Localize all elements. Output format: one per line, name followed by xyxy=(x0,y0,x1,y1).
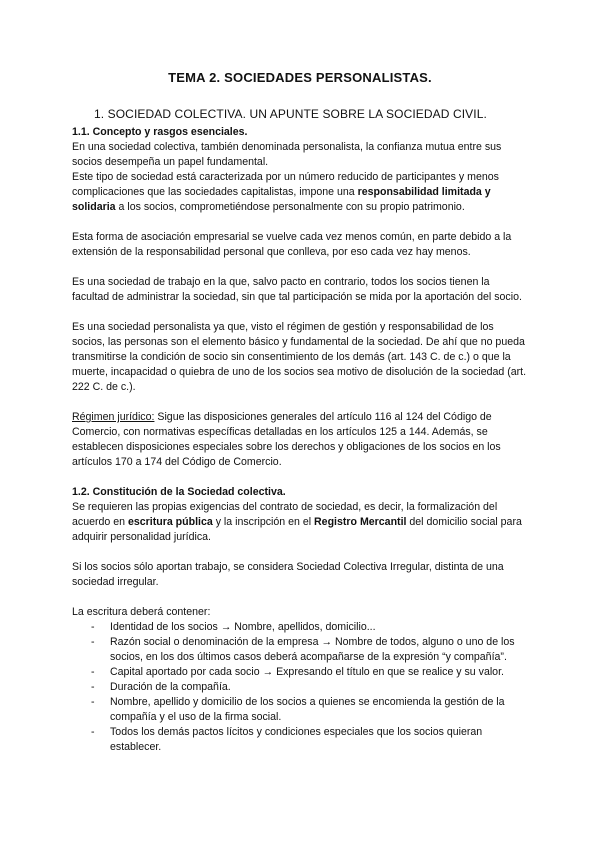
paragraph-2-text-a: Este tipo de sociedad está caracterizada por un número reducido de participantes y menos complicaciones que las sociedades capitalistas, impone una xyxy=(72,171,499,198)
list-item-text: Identidad de los socios → Nombre, apellidos, domicilio... xyxy=(110,621,376,633)
list-bullet: - xyxy=(91,696,95,708)
subsection-heading-1-2: 1.2. Constitución de la Sociedad colectiva. xyxy=(72,486,286,498)
paragraph-2-bold: responsabilidad limitada y solidaria xyxy=(72,186,491,213)
document-body xyxy=(72,125,528,755)
regimen-text: Sigue las disposiciones generales del artículo 116 al 124 del Código de Comercio, con normativas específicas detalladas en los artículos 125 a 144. Además, se establecen disposiciones especiales sobre los derechos y obligaciones de los socios en los artículos 170 a 174 del Código de Comercio. xyxy=(72,411,501,468)
list-item xyxy=(72,725,528,755)
paragraph-irregular: Si los socios sólo aportan trabajo, se considera Sociedad Colectiva Irregular, distinta de una sociedad irregular. xyxy=(72,561,504,588)
list-item xyxy=(72,695,528,725)
list-item-text: Todos los demás pactos lícitos y condiciones especiales que los socios quieran establecer. xyxy=(110,726,483,753)
list-intro: La escritura deberá contener: xyxy=(72,606,211,618)
constitucion-bold-1: escritura pública xyxy=(127,516,213,528)
list-bullet: - xyxy=(91,621,95,633)
list-item xyxy=(72,665,528,680)
document-title: TEMA 2. SOCIEDADES PERSONALISTAS. xyxy=(168,70,432,85)
list-item xyxy=(72,620,528,635)
list-item xyxy=(72,680,528,695)
list-item xyxy=(72,635,528,665)
list-item-text: Capital aportado por cada socio → Expresando el título en que se realice y su valor. xyxy=(110,666,504,678)
paragraph-4: Es una sociedad de trabajo en la que, salvo pacto en contrario, todos los socios tienen la facultad de administrar la sociedad, sin que tal participación se mida por la aportación del socio. xyxy=(72,276,522,303)
list-bullet: - xyxy=(91,636,95,648)
escritura-list xyxy=(72,620,528,755)
list-bullet: - xyxy=(91,681,95,693)
subsection-heading-1-1: 1.1. Concepto y rasgos esenciales. xyxy=(72,126,248,138)
paragraph-2-text-b: a los socios, comprometiéndose personalmente con su propio patrimonio. xyxy=(115,201,465,213)
regimen-label: Régimen jurídico: xyxy=(72,411,155,423)
paragraph-regimen xyxy=(72,410,528,470)
paragraph-2 xyxy=(72,170,528,215)
paragraph-constitucion xyxy=(72,500,528,545)
paragraph-5: Es una sociedad personalista ya que, visto el régimen de gestión y responsabilidad de los socios, las personas son el elemento básico y fundamental de la sociedad. De ahí que no pueda transmitirse la condición de socio sin consentimiento de los demás (art. 143 C. de c.) o que la muerte, incapacidad o quiebra de uno de los socios sea motivo de disolución de la sociedad (art. 222 C. de c.). xyxy=(72,321,527,393)
paragraph-3: Esta forma de asociación empresarial se vuelve cada vez menos común, en parte debido a la extensión de la responsabilidad personal que conlleva, por eso cada vez hay menos. xyxy=(72,231,512,258)
constitucion-text-b: y la inscripción en el xyxy=(212,516,315,528)
paragraph-1: En una sociedad colectiva, también denominada personalista, la confianza mutua entre sus socios desempeña un papel fundamental. xyxy=(72,141,502,168)
list-item-text: Nombre, apellido y domicilio de los socios a quienes se encomienda la gestión de la compañía y el uso de la firma social. xyxy=(110,696,505,723)
constitucion-text-a: Se requieren las propias exigencias del contrato de sociedad, es decir, la formalización del acuerdo en xyxy=(72,501,498,528)
list-bullet: - xyxy=(91,726,95,738)
list-item-text: Duración de la compañía. xyxy=(110,681,231,693)
constitucion-text-c: del domicilio social para adquirir personalidad jurídica. xyxy=(72,516,522,543)
list-bullet: - xyxy=(91,666,95,678)
list-item-text: Razón social o denominación de la empresa → Nombre de todos, alguno o uno de los socios, en los dos últimos casos deberá acompañarse de la expresión “y compañía”. xyxy=(110,636,515,663)
section-heading: 1. SOCIEDAD COLECTIVA. UN APUNTE SOBRE LA SOCIEDAD CIVIL. xyxy=(94,107,487,121)
constitucion-bold-2: Registro Mercantil xyxy=(314,516,407,528)
